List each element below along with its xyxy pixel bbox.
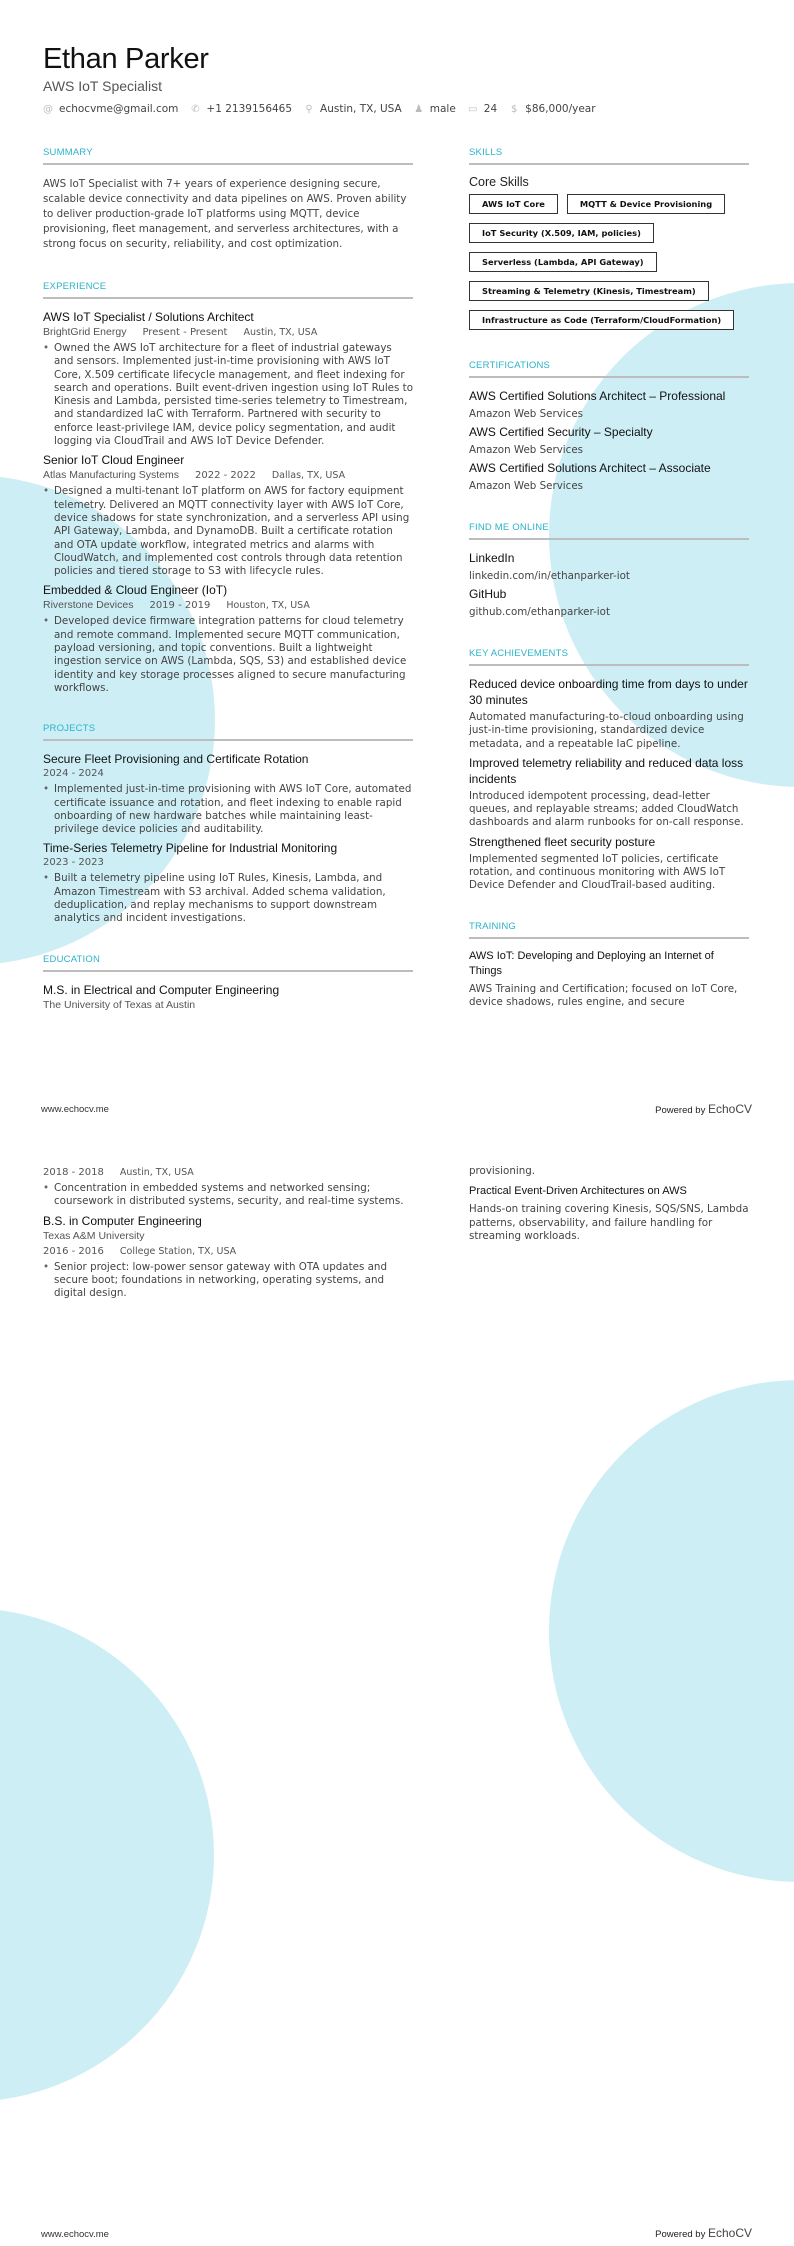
- online-label: LinkedIn: [469, 551, 515, 565]
- certification-item: [469, 388, 749, 424]
- education-dates: 2016 - 2016: [43, 1245, 104, 1257]
- skill-tag: Streaming & Telemetry (Kinesis, Timestream): [469, 281, 709, 301]
- job-dates: 2022 - 2022: [194, 470, 256, 482]
- bullet-text: Built a telemetry pipeline using IoT Rules, Kinesis, Lambda, and Amazon Timestream with S3 archival. Added schema validation, deduplication, and replay mechanisms to support downstream analytics and incident investigations.: [54, 872, 386, 925]
- achievement-item: [469, 755, 749, 830]
- certification-issuer: Amazon Web Services: [469, 444, 584, 456]
- education-section: [43, 954, 413, 1013]
- footer-site-link[interactable]: www.echocv.me: [41, 2229, 109, 2240]
- resume-page-2: [0, 1123, 794, 2246]
- bullet-icon: •: [43, 1260, 50, 1273]
- divider: [469, 937, 749, 939]
- contact-gender: [414, 103, 456, 115]
- footer-powered-by: [655, 2226, 752, 2240]
- contact-location: [304, 103, 402, 115]
- company-name: Riverstone Devices: [43, 599, 134, 612]
- certification-name: AWS Certified Solutions Architect – Associate: [469, 461, 711, 475]
- phone-icon: ✆: [191, 103, 200, 115]
- certification-item: [469, 424, 749, 460]
- divider: [469, 376, 749, 378]
- job-dates: Present - Present: [142, 327, 228, 338]
- bullet-text: Owned the AWS IoT architecture for a fleet of industrial gateways and sensors. Implemented just-in-time provisioning with AWS IoT Core, X.509 certificate lifecycle management, and fleet indexing for search and operations. Built event-driven ingestion using IoT Rules to Kinesis and Lambda, persisted time-series telemetry to Timestream, and standardized IaC with Terraform. Partnered with security to enforce least-privilege IAM, device policy segmentation, and audit logging via CloudTrail and AWS IoT Device Defender.: [54, 342, 413, 448]
- bullet-text: Designed a multi-tenant IoT platform on AWS for factory equipment telemetry. Delivered an MQTT connectivity layer with AWS IoT Core, device shadows for state synchronization, and a serverless API using API Gateway, Lambda, and DynamoDB. Built a certificate rotation and OTA update workflow, integrated metrics and alarms with CloudWatch, and implemented cost controls through data retention policies and tiered storage to S3 with lifecycle rules.: [54, 485, 410, 578]
- education-item: [43, 982, 413, 1013]
- decorative-circle-left: [0, 1608, 214, 2102]
- section-heading: KEY ACHIEVEMENTS: [469, 648, 569, 659]
- training-title: Practical Event-Driven Architectures on AWS: [469, 1185, 687, 1198]
- candidate-title: AWS IoT Specialist: [43, 78, 163, 94]
- education-meta: [43, 1165, 413, 1180]
- bullet-icon: •: [43, 872, 50, 885]
- github-link[interactable]: github.com/ethanparker-iot: [469, 606, 610, 618]
- achievement-text: Introduced idempotent processing, dead-letter queues, and replayable streams; added CloudWatch dashboards and alarm runbooks for on-call response.: [469, 789, 744, 829]
- section-heading: PROJECTS: [43, 723, 96, 735]
- brand-logo[interactable]: EchoCV: [707, 1102, 752, 1116]
- certification-name: AWS Certified Security – Specialty: [469, 425, 653, 439]
- divider: [469, 538, 749, 540]
- left-column: [43, 147, 413, 1013]
- skill-group-title: Core Skills: [469, 175, 529, 189]
- education-dates: 2018 - 2018: [43, 1167, 104, 1178]
- job-title: AWS IoT Specialist / Solutions Architect: [43, 310, 254, 324]
- job-bullet: [43, 615, 413, 695]
- project-title: Secure Fleet Provisioning and Certificate Rotation: [43, 752, 309, 767]
- salary-value: $86,000/year: [525, 103, 596, 115]
- section-heading: SUMMARY: [43, 147, 93, 158]
- summary-section: [43, 147, 413, 252]
- candidate-name: Ethan Parker: [43, 43, 209, 75]
- job-meta: [43, 468, 413, 483]
- school-meta: [43, 1229, 413, 1244]
- online-item: [469, 550, 749, 586]
- school-name: Texas A&M University: [43, 1229, 145, 1242]
- project-bullet: [43, 783, 413, 836]
- project-dates: 2024 - 2024: [43, 768, 104, 780]
- school-meta: [43, 998, 413, 1013]
- achievement-item: [469, 676, 749, 751]
- contact-email[interactable]: [43, 103, 178, 115]
- section-heading: SKILLS: [469, 147, 503, 158]
- job-location: Dallas, TX, USA: [271, 470, 346, 482]
- gender-value: male: [429, 103, 456, 115]
- skill-tag: AWS IoT Core: [469, 194, 558, 214]
- section-heading: TRAINING: [469, 920, 516, 932]
- experience-item: [43, 582, 413, 695]
- linkedin-link[interactable]: linkedin.com/in/ethanparker-iot: [469, 570, 630, 582]
- job-bullet: [43, 342, 413, 448]
- experience-item: [43, 309, 413, 448]
- project-title: Time-Series Telemetry Pipeline for Industrial Monitoring: [43, 841, 338, 856]
- certification-item: [469, 460, 749, 496]
- project-dates: 2023 - 2023: [43, 857, 104, 869]
- job-meta: [43, 325, 413, 340]
- school-name: The University of Texas at Austin: [43, 998, 196, 1011]
- divider: [43, 163, 413, 165]
- brand-logo[interactable]: EchoCV: [707, 2226, 752, 2240]
- bullet-icon: •: [43, 1182, 50, 1194]
- location-value: Austin, TX, USA: [320, 103, 402, 115]
- achievement-text: Implemented segmented IoT policies, certificate rotation, and continuous monitoring with AWS IoT Device Defender and CloudTrail-based auditing.: [469, 852, 726, 892]
- education-item-continued: [43, 1165, 413, 1209]
- divider: [469, 163, 749, 165]
- online-label: GitHub: [469, 587, 507, 601]
- bullet-icon: •: [43, 783, 50, 796]
- age-value: 24: [483, 103, 498, 115]
- job-location: Austin, TX, USA: [243, 327, 318, 338]
- job-dates: 2019 - 2019: [149, 600, 211, 612]
- section-heading: FIND ME ONLINE: [469, 522, 549, 533]
- project-item: [43, 751, 413, 836]
- section-heading: CERTIFICATIONS: [469, 360, 551, 371]
- bullet-text: Concentration in embedded systems and networked sensing; coursework in distributed systems, security, and real-time systems.: [54, 1182, 404, 1208]
- divider: [43, 297, 413, 299]
- contact-phone[interactable]: [190, 103, 292, 115]
- divider: [469, 664, 749, 666]
- projects-section: [43, 723, 413, 925]
- powered-by-label: Powered by: [655, 2229, 706, 2240]
- person-icon: ♟: [414, 103, 424, 115]
- skill-tag: Serverless (Lambda, API Gateway): [469, 252, 657, 272]
- achievement-title: Reduced device onboarding time from days to under 30 minutes: [469, 677, 748, 707]
- achievements-section: [469, 648, 749, 893]
- online-item: [469, 586, 749, 622]
- company-name: BrightGrid Energy: [43, 326, 127, 338]
- achievement-title: Strengthened fleet security posture: [469, 834, 656, 849]
- footer-site-link[interactable]: www.echocv.me: [41, 1104, 109, 1115]
- at-icon: @: [43, 103, 53, 115]
- skill-tag: Infrastructure as Code (Terraform/CloudFormation): [469, 310, 734, 330]
- achievement-text: Automated manufacturing-to-cloud onboarding using just-in-time provisioning, standardized device metadata, and a repeatable IaC pipeline.: [469, 711, 744, 750]
- degree-title: B.S. in Computer Engineering: [43, 1213, 202, 1228]
- achievement-title: Improved telemetry reliability and reduced data loss incidents: [469, 755, 744, 786]
- certification-issuer: Amazon Web Services: [469, 480, 584, 492]
- training-item: [469, 949, 749, 1010]
- contact-salary: [509, 103, 595, 115]
- job-meta: [43, 598, 413, 613]
- skill-tags: [469, 194, 754, 330]
- skills-section: [469, 147, 749, 330]
- decorative-circle-right: [549, 1380, 794, 1882]
- training-section: [469, 921, 749, 1010]
- certification-issuer: Amazon Web Services: [469, 408, 584, 420]
- powered-by-label: Powered by: [655, 1105, 706, 1116]
- job-location: Houston, TX, USA: [226, 600, 310, 612]
- certification-name: AWS Certified Solutions Architect – Professional: [469, 389, 726, 403]
- experience-item: [43, 452, 413, 578]
- project-bullet: [43, 872, 413, 925]
- calendar-icon: ▭: [468, 103, 478, 115]
- footer-powered-by: [655, 1102, 752, 1116]
- education-item: [43, 1213, 413, 1301]
- bullet-icon: •: [43, 615, 50, 628]
- training-text-continued: provisioning.: [469, 1165, 536, 1177]
- contact-bar: [43, 103, 596, 115]
- job-bullet: [43, 485, 413, 578]
- divider: [43, 739, 413, 741]
- degree-title: M.S. in Electrical and Computer Engineering: [43, 982, 280, 997]
- bullet-text: Senior project: low-power sensor gateway with OTA updates and secure boot; foundations in networking, operating systems, and digital design.: [54, 1260, 387, 1300]
- section-heading: EXPERIENCE: [43, 281, 107, 292]
- email-value: echocvme@gmail.com: [59, 103, 179, 115]
- training-item: [469, 1184, 749, 1243]
- skill-tag: MQTT & Device Provisioning: [567, 194, 725, 214]
- training-title: AWS IoT: Developing and Deploying an Internet of Things: [469, 949, 714, 977]
- education-location: College Station, TX, USA: [119, 1245, 237, 1257]
- education-meta: [43, 1244, 413, 1259]
- bullet-text: Implemented just-in-time provisioning with AWS IoT Core, automated certificate issuance and rotation, and fleet indexing to enable rapid onboarding of new hardware batches while maintaining least-privilege device policies and auditability.: [54, 783, 412, 836]
- bullet-icon: •: [43, 485, 50, 498]
- certifications-section: [469, 360, 749, 496]
- achievement-item: [469, 834, 749, 893]
- education-location: Austin, TX, USA: [119, 1167, 194, 1178]
- experience-section: [43, 281, 413, 695]
- project-item: [43, 840, 413, 925]
- job-title: Senior IoT Cloud Engineer: [43, 453, 185, 468]
- bullet-text: Developed device firmware integration patterns for cloud telemetry and remote command. Implemented secure MQTT communication, payload versioning, and topic conventions. Built a lightweight ingestion service on AWS (Lambda, SQS, S3) and established device identity and key storage processes aligned to secure manufacturing workflows.: [54, 615, 407, 694]
- summary-text: AWS IoT Specialist with 7+ years of experience designing secure, scalable device connectivity and data pipelines on AWS. Proven ability to deliver production-grade IoT platforms using MQTT, device provisioning, fleet management, and serverless architectures, with a strong focus on security, reliability, and cost optimization.: [43, 178, 407, 250]
- company-name: Atlas Manufacturing Systems: [43, 469, 179, 482]
- location-pin-icon: ⚲: [305, 103, 313, 115]
- education-bullet: [43, 1182, 413, 1209]
- phone-value: +1 2139156465: [206, 103, 293, 115]
- training-text: Hands-on training covering Kinesis, SQS/SNS, Lambda patterns, observability, and failure handling for streaming workloads.: [469, 1203, 749, 1242]
- education-bullet: [43, 1261, 413, 1301]
- contact-age: [468, 103, 497, 115]
- skill-tag: IoT Security (X.509, IAM, policies): [469, 223, 654, 243]
- section-heading: EDUCATION: [43, 953, 101, 965]
- job-title: Embedded & Cloud Engineer (IoT): [43, 583, 228, 598]
- divider: [43, 970, 413, 972]
- left-column: [43, 1165, 413, 1304]
- bullet-icon: •: [43, 342, 50, 354]
- online-section: [469, 522, 749, 622]
- right-column: [469, 1165, 749, 1243]
- money-icon: $: [510, 103, 518, 115]
- right-column: [469, 147, 749, 1009]
- training-text: AWS Training and Certification; focused on IoT Core, device shadows, rules engine, and secure: [469, 982, 738, 1008]
